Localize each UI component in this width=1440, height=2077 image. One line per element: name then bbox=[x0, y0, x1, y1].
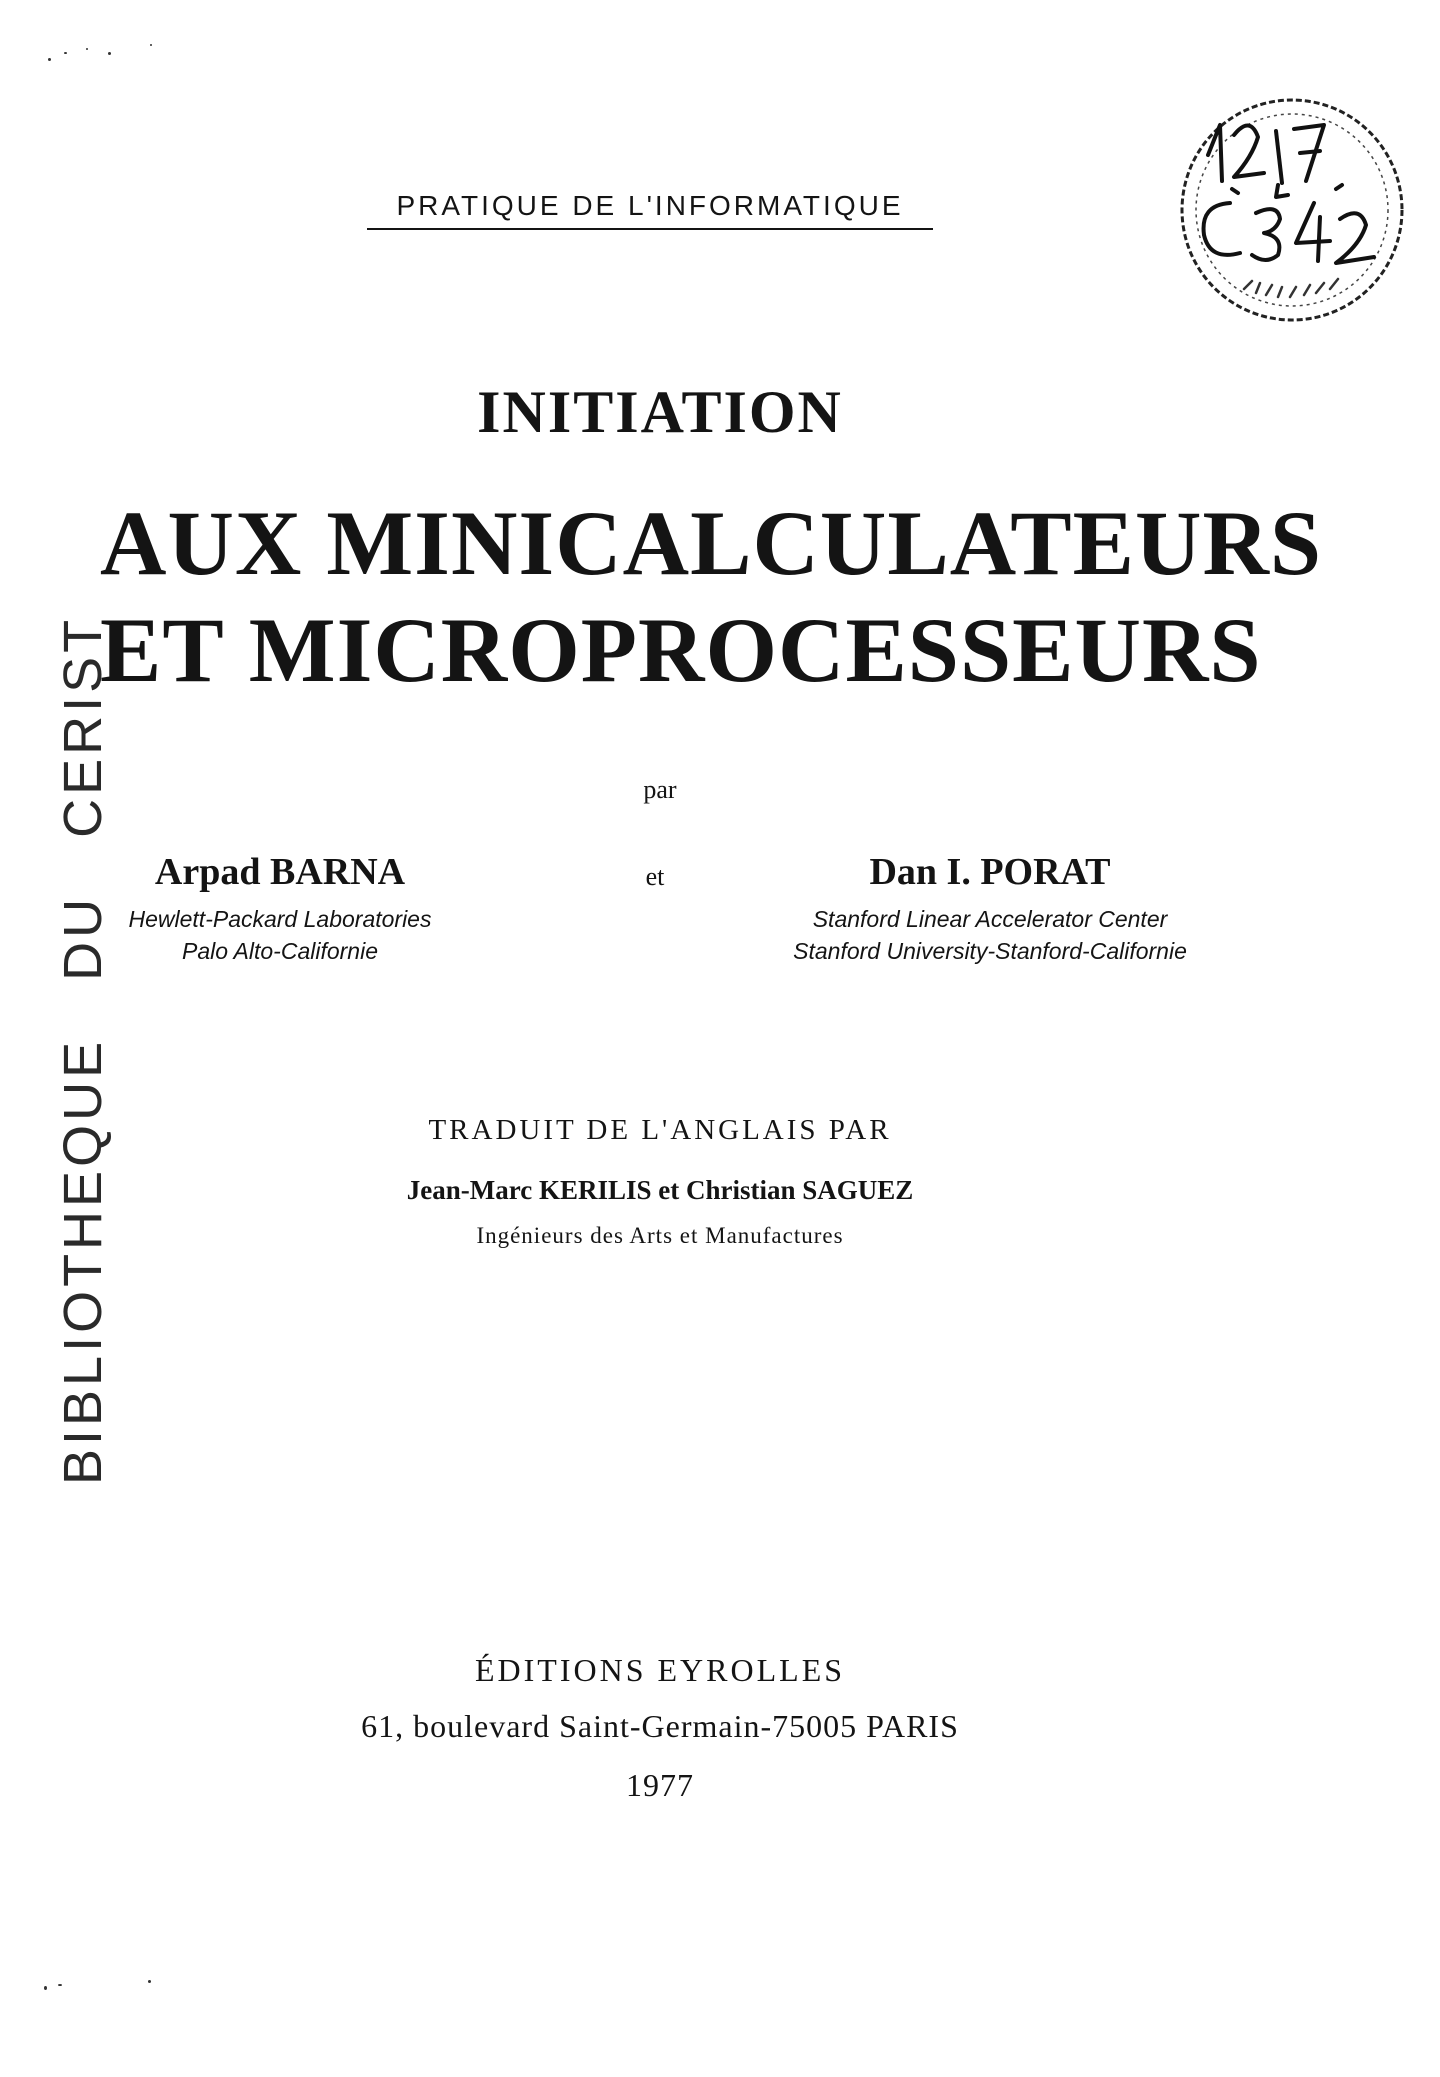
title-word: AUX bbox=[100, 492, 303, 594]
title-line-3 bbox=[100, 597, 1262, 703]
author-affiliation: Stanford Linear Accelerator Center bbox=[812, 906, 1168, 932]
title-line-2 bbox=[100, 490, 1323, 596]
library-watermark: BIBLIOTHEQUE DU CERIST bbox=[53, 615, 113, 1485]
title-word: MINICALCULATEURS bbox=[326, 492, 1323, 594]
title-word: MICROPROCESSEURS bbox=[248, 599, 1262, 701]
scan-speck bbox=[58, 1984, 62, 1986]
author-name: Arpad BARNA bbox=[154, 851, 406, 893]
publication-year: 1977 bbox=[626, 1767, 694, 1803]
scan-speck bbox=[44, 1986, 47, 1990]
publisher-name: ÉDITIONS EYROLLES bbox=[474, 1652, 846, 1688]
translators-names: Jean-Marc KERILIS et Christian SAGUEZ bbox=[406, 1175, 914, 1205]
translated-by-label: TRADUIT DE L'ANGLAIS PAR bbox=[428, 1114, 892, 1146]
title-line-1: INITIATION bbox=[477, 379, 843, 445]
title-word: ET bbox=[100, 599, 225, 701]
series-title: PRATIQUE DE L'INFORMATIQUE bbox=[367, 190, 933, 230]
stamp-graphic bbox=[1160, 85, 1420, 335]
author-affiliation: Palo Alto-Californie bbox=[181, 938, 379, 964]
scan-speck bbox=[48, 58, 51, 61]
by-label: par bbox=[643, 775, 677, 804]
author-name: Dan I. PORAT bbox=[869, 851, 1111, 893]
publisher-address: 61, boulevard Saint-Germain-75005 PARIS bbox=[361, 1708, 959, 1744]
scan-speck bbox=[64, 52, 67, 54]
scan-speck bbox=[108, 52, 111, 55]
author-affiliation: Hewlett-Packard Laboratories bbox=[128, 906, 432, 932]
library-stamp bbox=[1160, 85, 1420, 335]
scan-speck bbox=[150, 44, 152, 46]
author-affiliation: Stanford University-Stanford-Californie bbox=[793, 938, 1187, 964]
scan-speck bbox=[148, 1980, 151, 1983]
translators-title: Ingénieurs des Arts et Manufactures bbox=[476, 1223, 844, 1248]
scan-speck bbox=[86, 48, 88, 50]
and-label: et bbox=[645, 862, 665, 891]
